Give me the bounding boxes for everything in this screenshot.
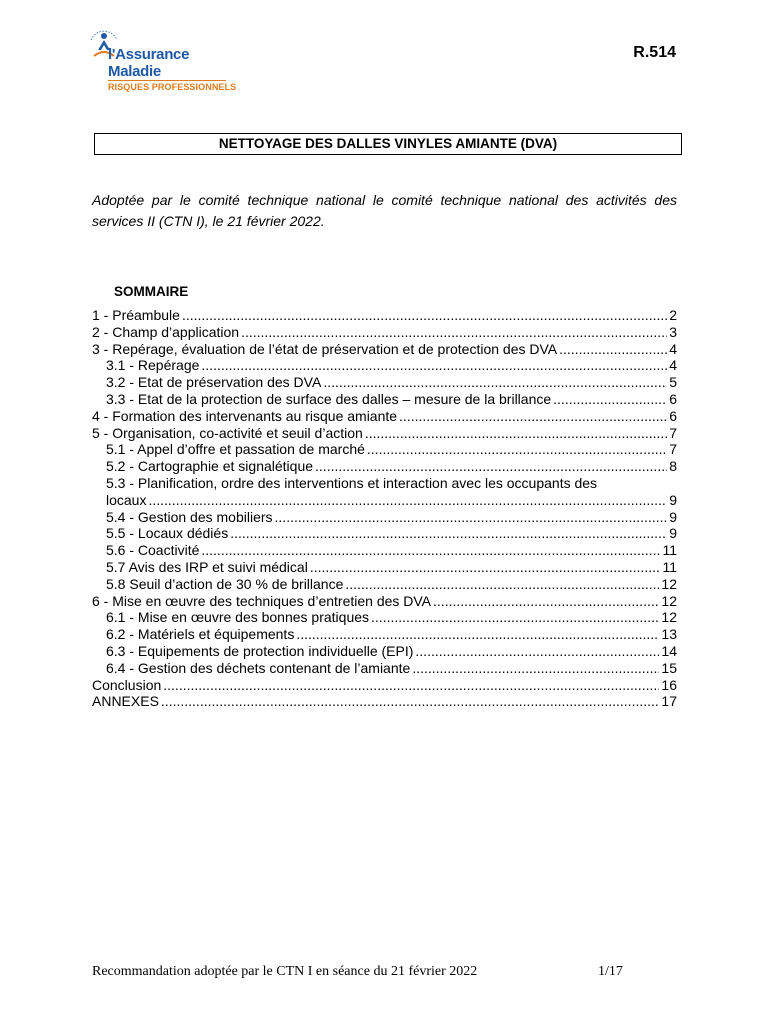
toc-entry-label: 1 - Préambule: [92, 307, 180, 323]
logo-divider: [108, 80, 226, 81]
toc-dot-leader: [163, 677, 659, 694]
intro-paragraph: Adoptée par le comité technique national le comité technique national des activités des services II (CTN I), le 21 février 2022.: [92, 192, 677, 229]
toc-row: [92, 341, 677, 358]
toc-entry-label: 6.1 - Mise en œuvre des bonnes pratiques: [106, 609, 370, 626]
toc-entry-page: 14: [661, 642, 677, 659]
logo-text-maladie: Maladie: [108, 63, 161, 80]
toc-entry-page: 9: [669, 525, 677, 542]
toc-entry[interactable]: [92, 626, 677, 643]
toc-row: [106, 509, 677, 526]
toc-dot-leader: [230, 525, 667, 542]
toc-dot-leader: [345, 576, 659, 593]
toc-dot-leader: [371, 609, 659, 626]
logo-text-risques: RISQUES PROFESSIONNELS: [108, 82, 237, 92]
toc-entry-page: 16: [661, 676, 677, 693]
toc-entry-page: 15: [661, 659, 677, 676]
toc-entry-label: 3 - Repérage, évaluation de l’état de préservation et de protection des DVA: [92, 340, 558, 357]
toc-entry-page: 6: [669, 390, 677, 407]
toc-dot-leader: [415, 643, 659, 660]
toc-entry-label: 4 - Formation des intervenants au risque amiante: [92, 407, 398, 424]
toc-dot-leader: [310, 559, 661, 576]
toc-row: [106, 559, 677, 576]
toc-row: [92, 593, 677, 610]
toc-entry[interactable]: [92, 693, 677, 710]
toc-row: [106, 609, 677, 626]
toc-entry[interactable]: [92, 677, 677, 694]
toc-entry-label: ANNEXES: [92, 693, 159, 710]
toc-entry-page: 12: [661, 592, 677, 609]
toc-entry-page: 12: [661, 575, 677, 592]
toc-row: [106, 643, 677, 660]
toc-entry-page: 6: [669, 407, 677, 424]
toc-entry-label: 5.5 - Locaux dédiés: [106, 525, 229, 542]
toc-entry[interactable]: [92, 593, 677, 610]
toc-entry[interactable]: [92, 660, 677, 677]
toc-dot-leader: [323, 374, 667, 391]
toc-entry-page: 11: [662, 542, 677, 559]
toc-entry[interactable]: [92, 559, 677, 576]
footer: [92, 964, 623, 980]
toc-entry-page: 4: [669, 357, 677, 374]
toc-dot-leader: [315, 458, 667, 475]
toc-entry-page: 7: [669, 441, 677, 458]
toc-row: [106, 391, 677, 408]
toc-entry[interactable]: [92, 425, 677, 442]
toc-dot-leader: [201, 542, 660, 559]
toc-entry-page: 4: [669, 340, 677, 357]
toc-row: [106, 492, 677, 509]
toc-entry-label: 6.4 - Gestion des déchets contenant de l’amiante: [106, 659, 411, 676]
toc-row: [92, 425, 677, 442]
toc-entry-page: 11: [662, 558, 677, 575]
toc-entry[interactable]: [92, 391, 677, 408]
toc-row: [106, 660, 677, 677]
toc-entry[interactable]: [92, 324, 677, 341]
toc-row: [92, 307, 677, 324]
toc-dot-leader: [275, 509, 668, 526]
toc-entry-label: 5.4 - Gestion des mobiliers: [106, 508, 273, 525]
toc-entry-label: 2 - Champ d’application: [92, 323, 240, 340]
toc-row: [106, 576, 677, 593]
toc-entry-label: 5.1 - Appel d’offre et passation de marché: [106, 441, 365, 458]
toc-entry[interactable]: [92, 441, 677, 458]
toc-dot-leader: [365, 425, 667, 442]
toc-entry[interactable]: [92, 374, 677, 391]
toc-entry[interactable]: [92, 643, 677, 660]
toc-dot-leader: [201, 357, 667, 374]
toc-dot-leader: [296, 626, 659, 643]
toc-row: [106, 374, 677, 391]
toc-entry-page: 13: [661, 626, 677, 643]
toc-entry[interactable]: [92, 609, 677, 626]
toc-entry[interactable]: [92, 341, 677, 358]
toc-dot-leader: [433, 593, 659, 610]
toc-entry-page: 2: [669, 307, 677, 323]
toc-dot-leader: [241, 324, 667, 341]
toc-entry-label-line1: 5.3 - Planification, ordre des interventions et interaction avec les occupants des: [106, 474, 598, 491]
toc-row: [92, 408, 677, 425]
toc-entry-page: 5: [669, 374, 677, 391]
document-reference: R.514: [633, 44, 676, 61]
toc-entry[interactable]: [92, 525, 677, 542]
toc-row: [92, 693, 677, 710]
toc-row: [106, 357, 677, 374]
toc-entry-page: 9: [669, 508, 677, 525]
toc-entry[interactable]: [92, 357, 677, 374]
toc-entry-label: locaux: [106, 491, 147, 508]
toc-entry[interactable]: [92, 542, 677, 559]
toc-entry-page: 9: [669, 491, 677, 508]
toc-entry-page: 7: [669, 424, 677, 441]
toc-row: [106, 458, 677, 475]
logo: [88, 26, 238, 98]
footer-text: Recommandation adoptée par le CTN I en séance du 21 février 2022: [92, 964, 478, 979]
toc-entry-label: 5 - Organisation, co-activité et seuil d’action: [92, 424, 363, 441]
toc-row: [106, 542, 677, 559]
toc-entry-label: 5.8 Seuil d’action de 30 % de brillance: [106, 575, 344, 592]
toc-dot-leader: [399, 408, 667, 425]
toc-entry-page: 17: [661, 693, 677, 710]
toc-entry-label: 5.2 - Cartographie et signalétique: [106, 458, 314, 475]
toc-entry-label: 3.1 - Repérage: [106, 357, 200, 374]
toc-row: [106, 441, 677, 458]
toc-entry-label: 5.6 - Coactivité: [106, 542, 200, 559]
toc-dot-leader: [161, 693, 660, 710]
toc-dot-leader: [553, 391, 667, 408]
toc-entry-page: 12: [661, 609, 677, 626]
toc-row: [92, 677, 677, 694]
toc-entry-page: 3: [669, 323, 677, 340]
toc-dot-leader: [148, 492, 667, 509]
toc-dot-leader: [559, 341, 667, 358]
toc-entry[interactable]: [92, 408, 677, 425]
toc-entry[interactable]: [92, 509, 677, 526]
toc-dot-leader: [367, 441, 667, 458]
footer-page-number: 1/17: [598, 964, 623, 979]
toc-row: [92, 324, 677, 341]
toc-entry-label: 6.2 - Matériels et équipements: [106, 626, 295, 643]
toc-row: [106, 525, 677, 542]
toc-entry-page: 8: [669, 458, 677, 475]
toc-entry-label: 6.3 - Equipements de protection individuelle (EPI): [106, 642, 414, 659]
toc-entry-label: 3.3 - Etat de la protection de surface des dalles – mesure de la brillance: [106, 390, 552, 407]
toc-entry-label: 5.7 Avis des IRP et suivi médical: [106, 558, 308, 575]
toc-dot-leader: [412, 660, 659, 677]
toc-entry[interactable]: [92, 475, 677, 509]
logo-text-assurance: l'Assurance: [108, 46, 190, 63]
toc-entry-label: 6 - Mise en œuvre des techniques d’entretien des DVA: [92, 592, 432, 609]
toc-dot-leader: [182, 307, 667, 324]
document-title: NETTOYAGE DES DALLES VINYLES AMIANTE (DVA): [94, 133, 682, 155]
toc-entry-label: 3.2 - Etat de préservation des DVA: [106, 374, 322, 391]
toc-entry[interactable]: [92, 307, 677, 324]
toc-heading: SOMMAIRE: [114, 284, 189, 299]
toc-row: [106, 626, 677, 643]
toc-entry-label: Conclusion: [92, 676, 162, 693]
toc-entry[interactable]: [92, 576, 677, 593]
toc-entry[interactable]: [92, 458, 677, 475]
table-of-contents: [92, 307, 677, 710]
